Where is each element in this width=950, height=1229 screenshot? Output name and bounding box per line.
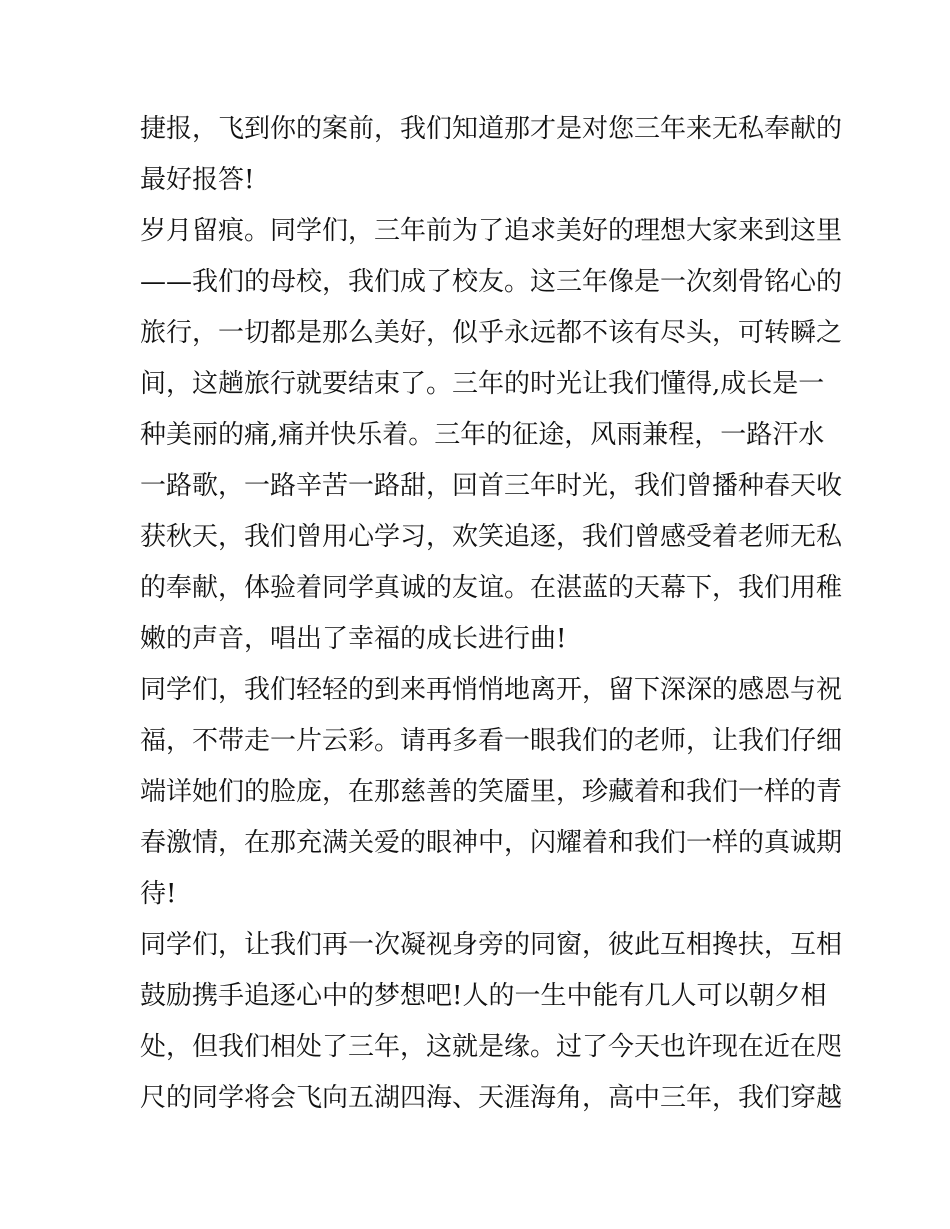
text-line: 鼓励携手追逐心中的梦想吧!人的一生中能有几人可以朝夕相 [140,981,827,1011]
text-line: 的奉献，体验着同学真诚的友谊。在湛蓝的天幕下，我们用稚 [140,573,843,603]
text-line: 捷报，飞到你的案前，我们知道那才是对您三年来无私奉献的 [140,114,843,144]
text-line: 端详她们的脸庞，在那慈善的笑靥里，珍藏着和我们一样的青 [140,777,843,807]
document-body [140,104,843,1124]
text-line: 春激情，在那充满关爱的眼神中，闪耀着和我们一样的真诚期 [140,828,843,858]
text-line: 获秋天，我们曾用心学习，欢笑追逐，我们曾感受着老师无私 [140,522,843,552]
text-line: 岁月留痕。同学们，三年前为了追求美好的理想大家来到这里 [140,216,843,246]
text-line: 种美丽的痛,痛并快乐着。三年的征途，风雨兼程，一路汗水 [140,420,825,450]
text-line: ——我们的母校，我们成了校友。这三年像是一次刻骨铭心的 [140,267,843,297]
text-line: 最好报答! [140,165,255,195]
text-line: 同学们，我们轻轻的到来再悄悄地离开，留下深深的感恩与祝 [140,675,843,705]
text-line: 间，这趟旅行就要结束了。三年的时光让我们懂得,成长是一 [140,369,825,399]
text-line: 处，但我们相处了三年，这就是缘。过了今天也许现在近在咫 [140,1032,843,1062]
text-line: 嫩的声音，唱出了幸福的成长进行曲! [140,624,567,654]
text-line: 待! [140,879,177,909]
text-line: 尺的同学将会飞向五湖四海、天涯海角，高中三年，我们穿越 [140,1083,843,1113]
text-line: 同学们，让我们再一次凝视身旁的同窗，彼此互相搀扶，互相 [140,930,843,960]
text-line: 福，不带走一片云彩。请再多看一眼我们的老师，让我们仔细 [140,726,843,756]
text-line: 旅行，一切都是那么美好，似乎永远都不该有尽头，可转瞬之 [140,318,843,348]
text-line: 一路歌，一路辛苦一路甜，回首三年时光，我们曾播种春天收 [140,471,843,501]
